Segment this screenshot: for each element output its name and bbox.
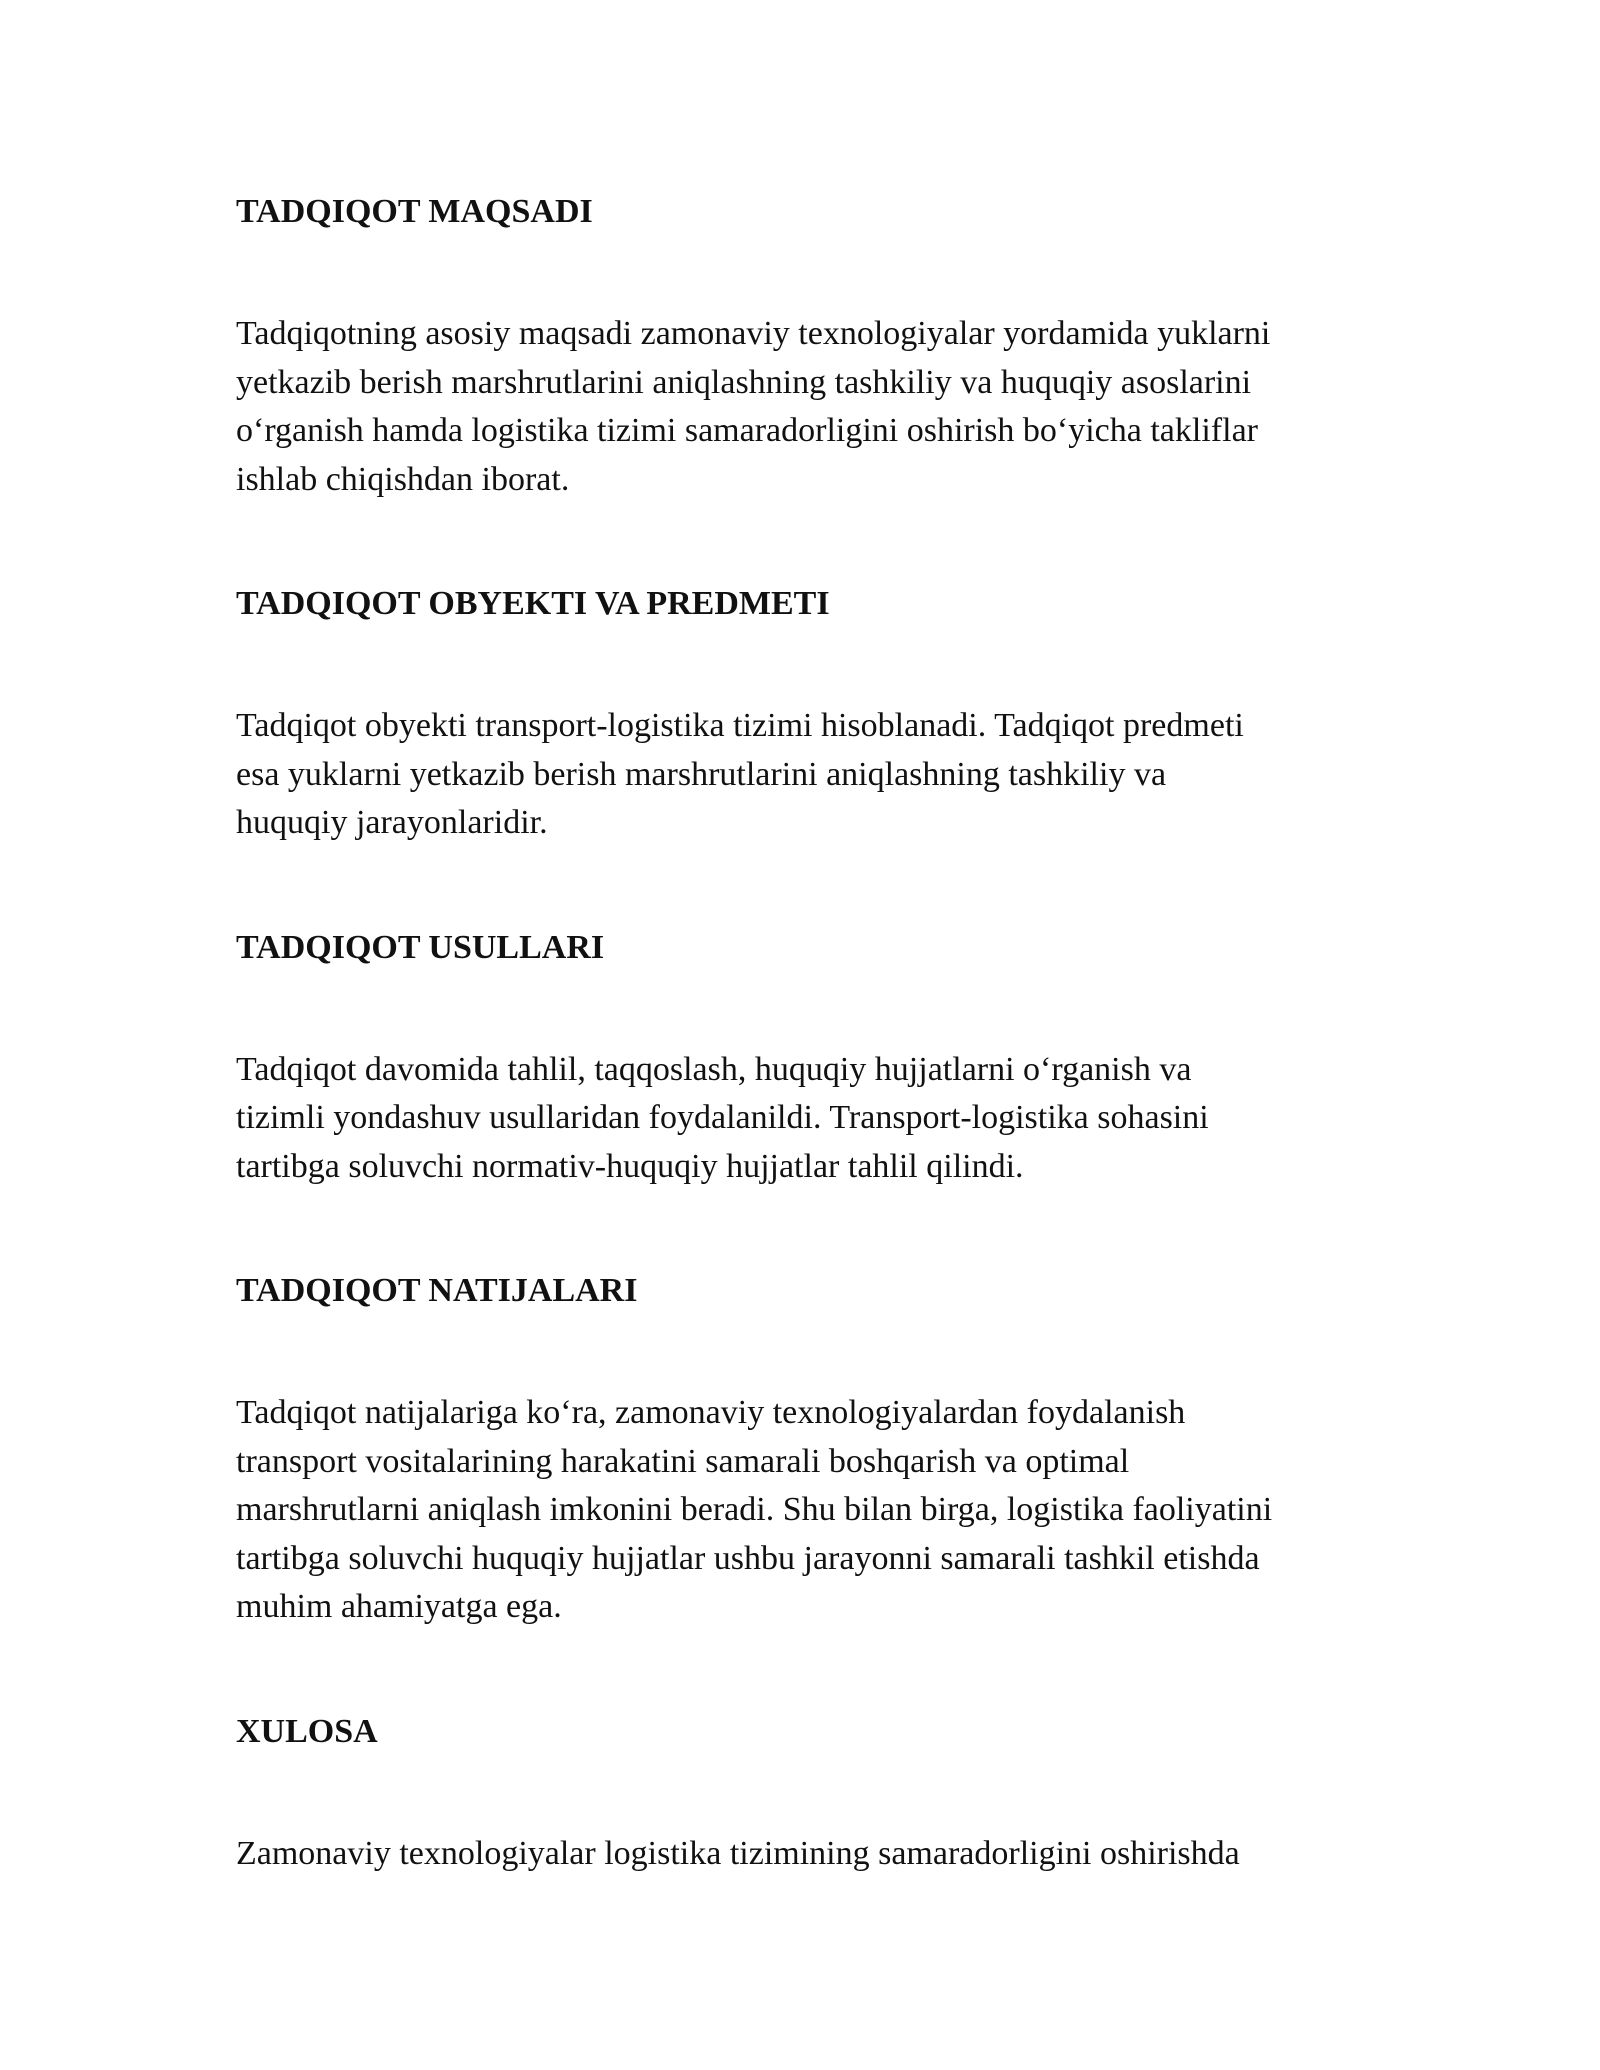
body-line: yetkazib berish marshrutlarini aniqlashning tashkiliy va huquqiy asoslarini [236,363,1252,401]
body-line: Tadqiqot obyekti transport-logistika tizimi hisoblanadi. Tadqiqot predmeti [236,707,1244,744]
section-body-xulosa [236,1830,1376,1879]
body-line: o‘rganish hamda logistika tizimi samaradorligini oshirish bo‘yicha takliflar [236,412,1258,449]
section-body-natijalari [236,1389,1376,1632]
section-heading-xulosa: XULOSA [236,1712,378,1750]
body-line: muhim ahamiyatga ega. [236,1588,562,1625]
body-line: Tadqiqotning asosiy maqsadi zamonaviy texnologiyalar yordamida yuklarni [236,315,1271,352]
section-heading-maqsadi: TADQIQOT MAQSADI [236,193,593,230]
document-content [236,188,1376,1954]
body-line: marshrutlarni aniqlash imkonini beradi. Shu bilan birga, logistika faoliyatini [236,1491,1273,1528]
section-body-maqsadi [236,310,1376,504]
section-heading-obyekti: TADQIQOT OBYEKTI VA PREDMETI [236,585,830,622]
body-line: esa yuklarni yetkazib berish marshrutlarini aniqlashning tashkiliy va [236,755,1167,793]
body-line: Zamonaviy texnologiyalar logistika tizimining samaradorligini oshirishda [236,1834,1240,1872]
section-heading-usullari: TADQIQOT USULLARI [236,928,605,966]
body-line: Tadqiqot natijalariga ko‘ra, zamonaviy texnologiyalardan foydalanish [236,1394,1186,1431]
section-body-usullari [236,1046,1376,1192]
body-line: tartibga soluvchi huquqiy hujjatlar ushbu jarayonni samarali tashkil etishda [236,1539,1260,1577]
body-line: transport vositalarining harakatini samarali boshqarish va optimal [236,1442,1130,1480]
section-body-obyekti [236,702,1376,848]
body-line: Tadqiqot davomida tahlil, taqqoslash, huquqiy hujjatlarni o‘rganish va [236,1050,1192,1088]
section-heading-natijalari: TADQIQOT NATIJALARI [236,1272,638,1309]
body-line: tizimli yondashuv usullaridan foydalanildi. Transport-logistika sohasini [236,1099,1209,1136]
body-line: huquqiy jarayonlaridir. [236,804,548,841]
body-line: tartibga soluvchi normativ-huquqiy hujjatlar tahlil qilindi. [236,1147,1024,1185]
body-line: ishlab chiqishdan iborat. [236,460,570,498]
